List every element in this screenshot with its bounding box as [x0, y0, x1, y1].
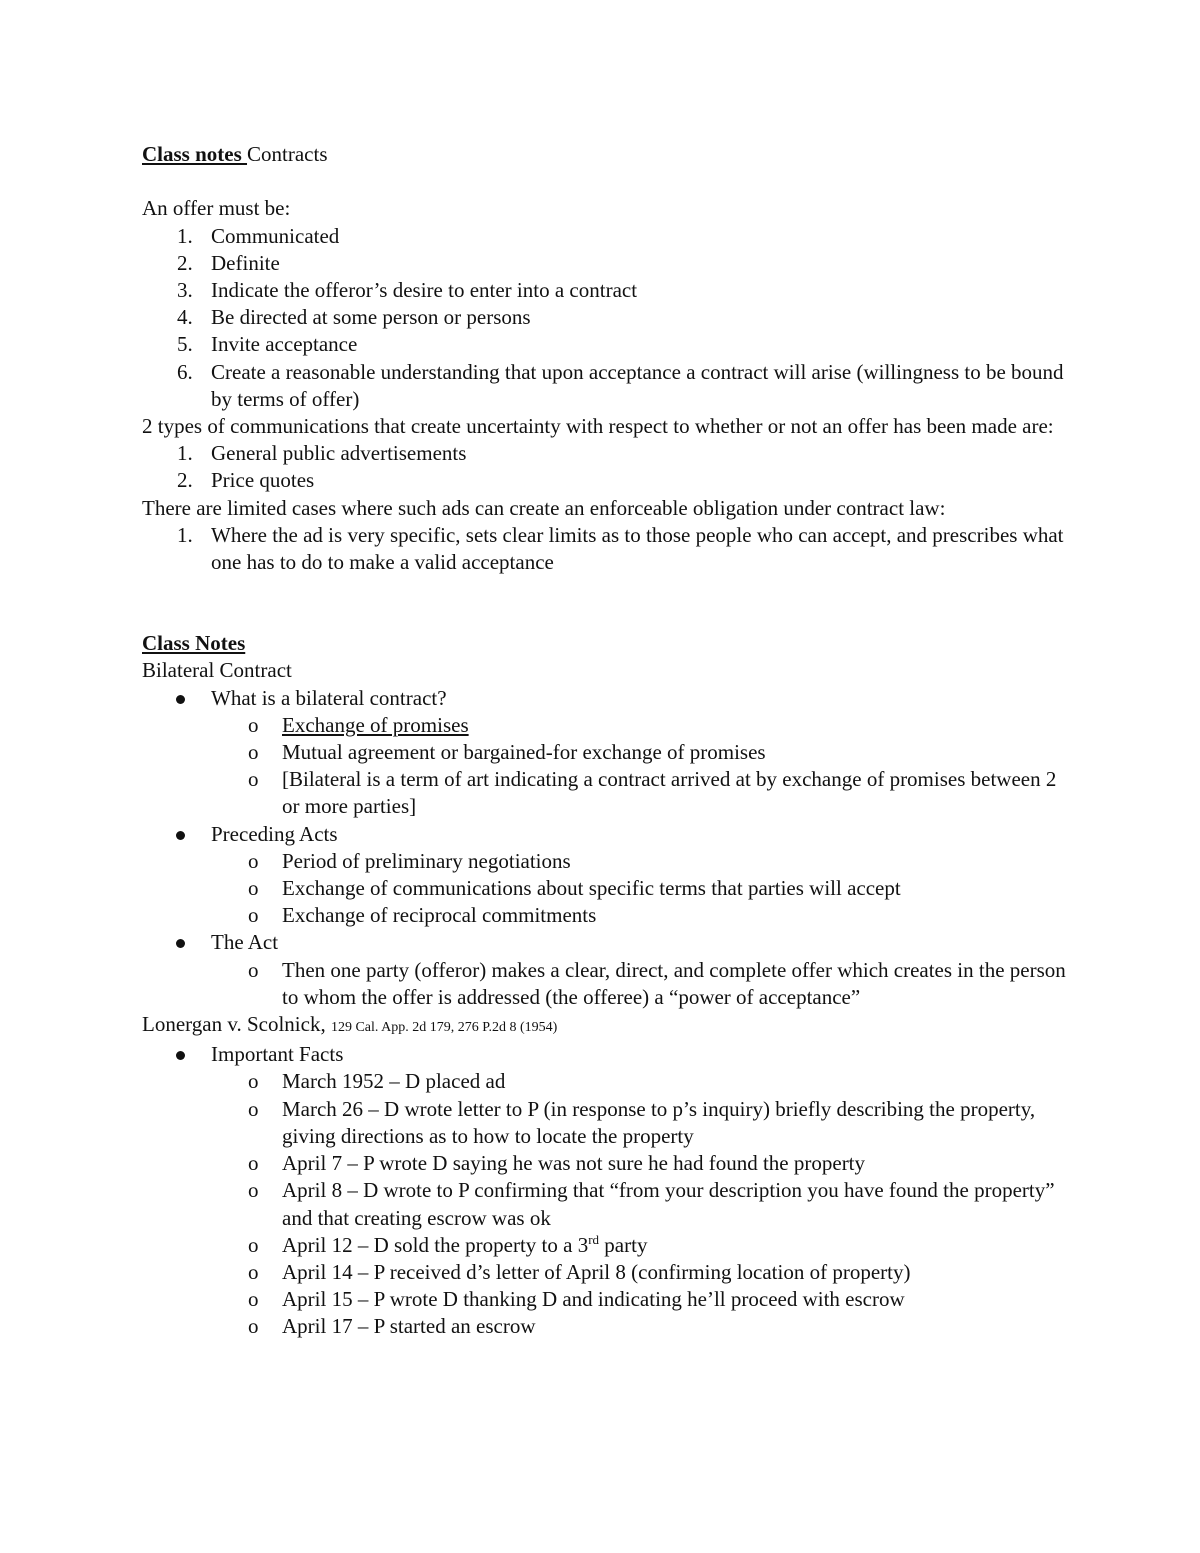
- sub-bullet-item: o April 7 – P wrote D saying he was not sure he had found the property: [248, 1151, 866, 1176]
- sub-bullet-item: o April 17 – P started an escrow: [248, 1314, 536, 1339]
- sub-bullet-item: o March 1952 – D placed ad: [248, 1069, 506, 1094]
- case-cite: 129 Cal. App. 2d 179, 276 P.2d 8 (1954): [330, 1020, 558, 1036]
- sub-bullet-item: o April 12 – D sold the property to a 3rd party: [248, 1231, 648, 1257]
- section2-title: Class Notes: [142, 631, 246, 656]
- list-item: 2. Price quotes: [177, 468, 315, 493]
- list-item: 6. Create a reasonable understanding that upon acceptance a contract will arise (willingness to be bound by terms of offer): [177, 359, 1064, 411]
- section1-subject: Contracts: [247, 142, 328, 166]
- sub-bullet-item: o March 26 – D wrote letter to P (in response to p’s inquiry) briefly describing the property, giving directions as to how to locate the property: [248, 1096, 1036, 1148]
- section1-title: Class notes: [142, 142, 248, 166]
- sub-bullet-item: o Exchange of promises: [248, 712, 469, 737]
- section1-heading: [142, 141, 1072, 168]
- sub-bullet-item: o Period of preliminary negotiations: [248, 848, 571, 873]
- list-item: 3. Indicate the offeror’s desire to enter into a contract: [177, 278, 638, 302]
- list-item: 4. Be directed at some person or persons: [177, 305, 531, 330]
- sub-bullet-item: o April 14 – P received d’s letter of April 8 (confirming location of property): [248, 1259, 911, 1284]
- sub-bullet-item: o Then one party (offeror) makes a clear, direct, and complete offer which creates in the person to whom the offer is addressed (the offeree) a “power of acceptance”: [248, 957, 1066, 1009]
- list-item: 1. Where the ad is very specific, sets clear limits as to those people who can accept, and prescribes what one has to do to make a valid acceptance: [177, 522, 1064, 575]
- offer-intro: An offer must be:: [142, 196, 291, 221]
- bullet-icon: [176, 939, 185, 948]
- document-page: [142, 141, 1072, 1341]
- sub-bullet-item: o April 8 – D wrote to P confirming that “from your description you have found the property” and that creating escrow was ok: [248, 1178, 1055, 1230]
- case-citation: [142, 1011, 1072, 1041]
- bullet-icon: [176, 831, 185, 840]
- bullet-item: What is a bilateral contract?: [142, 685, 1072, 712]
- list-item: 2. Definite: [177, 250, 280, 275]
- bullet-item: Preceding Acts: [142, 821, 1072, 848]
- sub-bullet-item: o [Bilateral is a term of art indicating a contract arrived at by exchange of promises between 2 or more parties]: [248, 767, 1057, 819]
- sub-bullet-item: o Exchange of communications about specific terms that parties will accept: [248, 876, 901, 901]
- bullet-item: Important Facts: [142, 1041, 1072, 1068]
- case-name: Lonergan v. Scolnick,: [142, 1012, 331, 1037]
- uncertainty-intro: 2 types of communications that create uncertainty with respect to whether or not an offer has been made are:: [142, 414, 1054, 439]
- sub-bullet-item: o Exchange of reciprocal commitments: [248, 903, 597, 928]
- section2-topic: Bilateral Contract: [142, 658, 292, 683]
- list-item: 1. Communicated: [177, 223, 340, 248]
- sub-bullet-item: o April 15 – P wrote D thanking D and indicating he’ll proceed with escrow: [248, 1287, 905, 1312]
- list-item: 5. Invite acceptance: [177, 332, 358, 357]
- list-item: 1. General public advertisements: [177, 441, 467, 466]
- limited-intro: There are limited cases where such ads can create an enforceable obligation under contract law:: [142, 495, 946, 520]
- bullet-icon: [176, 1051, 185, 1060]
- bullet-icon: [176, 695, 185, 704]
- bullet-item: The Act: [142, 929, 1072, 956]
- sub-bullet-item: o Mutual agreement or bargained-for exchange of promises: [248, 740, 766, 765]
